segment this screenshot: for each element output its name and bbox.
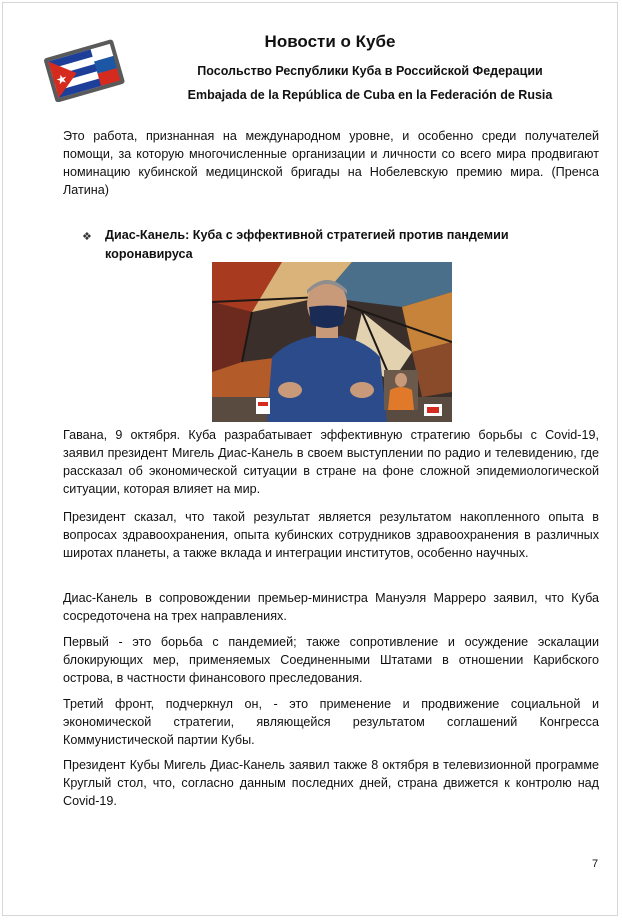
article-paragraph: Третий фронт, подчеркнул он, - это применение и продвижение социальной и экономической стратегии, являющейся результатом соглашений Конгресса Коммунистической партии Кубы. <box>63 697 599 747</box>
page-number: 7 <box>592 858 599 870</box>
page-title: Новости о Кубе <box>264 32 396 51</box>
cuba-russia-flags-logo <box>40 38 128 102</box>
man-in-mask-broadcast-photo <box>212 262 452 422</box>
article-paragraph: Гавана, 9 октября. Куба разрабатывает эффективную стратегию борьбы с Covid-19, заявил президент Мигель Диас-Канель в своем выступлении по радио и телевидению, где рассказал об экономической ситуации в стране на фоне сложной эпидемиологической ситуации, которая влияет на мир. <box>63 428 599 496</box>
article-paragraph: Первый - это борьба с пандемией; также сопротивление и осуждение эскалации блокирующих мер, применяемых Соединенными Штатами в отношении Карибского острова, в частности финансового преследования. <box>63 635 599 685</box>
bullet-icon: ❖ <box>82 231 92 243</box>
article-paragraph: Президент Кубы Мигель Диас-Канель заявил также 8 октября в телевизионной программе Круглый стол, что, согласно данным последних дней, страна движется к контролю над Covid-19. <box>63 758 599 808</box>
article-heading: Диас-Канель: Куба с эффективной стратегией против пандемии коронавируса <box>105 228 509 261</box>
embassy-name-ru: Посольство Республики Куба в Российской Федерации <box>197 64 543 78</box>
article-paragraph: Президент сказал, что такой результат является результатом накопленного опыта в вопросах здравоохранения, опыта кубинских сотрудников здравоохранения в различных широтах планеты, а также вклада и интеграции институтов, особенно научных. <box>63 510 599 560</box>
intro-paragraph: Это работа, признанная на международном уровне, и особенно среди получателей помощи, за которую многочисленные организации и личности со всего мира продвигают номинацию кубинской медицинской бригады на Нобелевскую премию мира. (Пренса Латина) <box>63 129 599 197</box>
article-paragraph: Диас-Канель в сопровождении премьер-министра Мануэля Марреро заявил, что Куба сосредоточена на трех направлениях. <box>63 591 599 623</box>
embassy-name-es: Embajada de la República de Cuba en la Federación de Rusia <box>187 88 553 102</box>
